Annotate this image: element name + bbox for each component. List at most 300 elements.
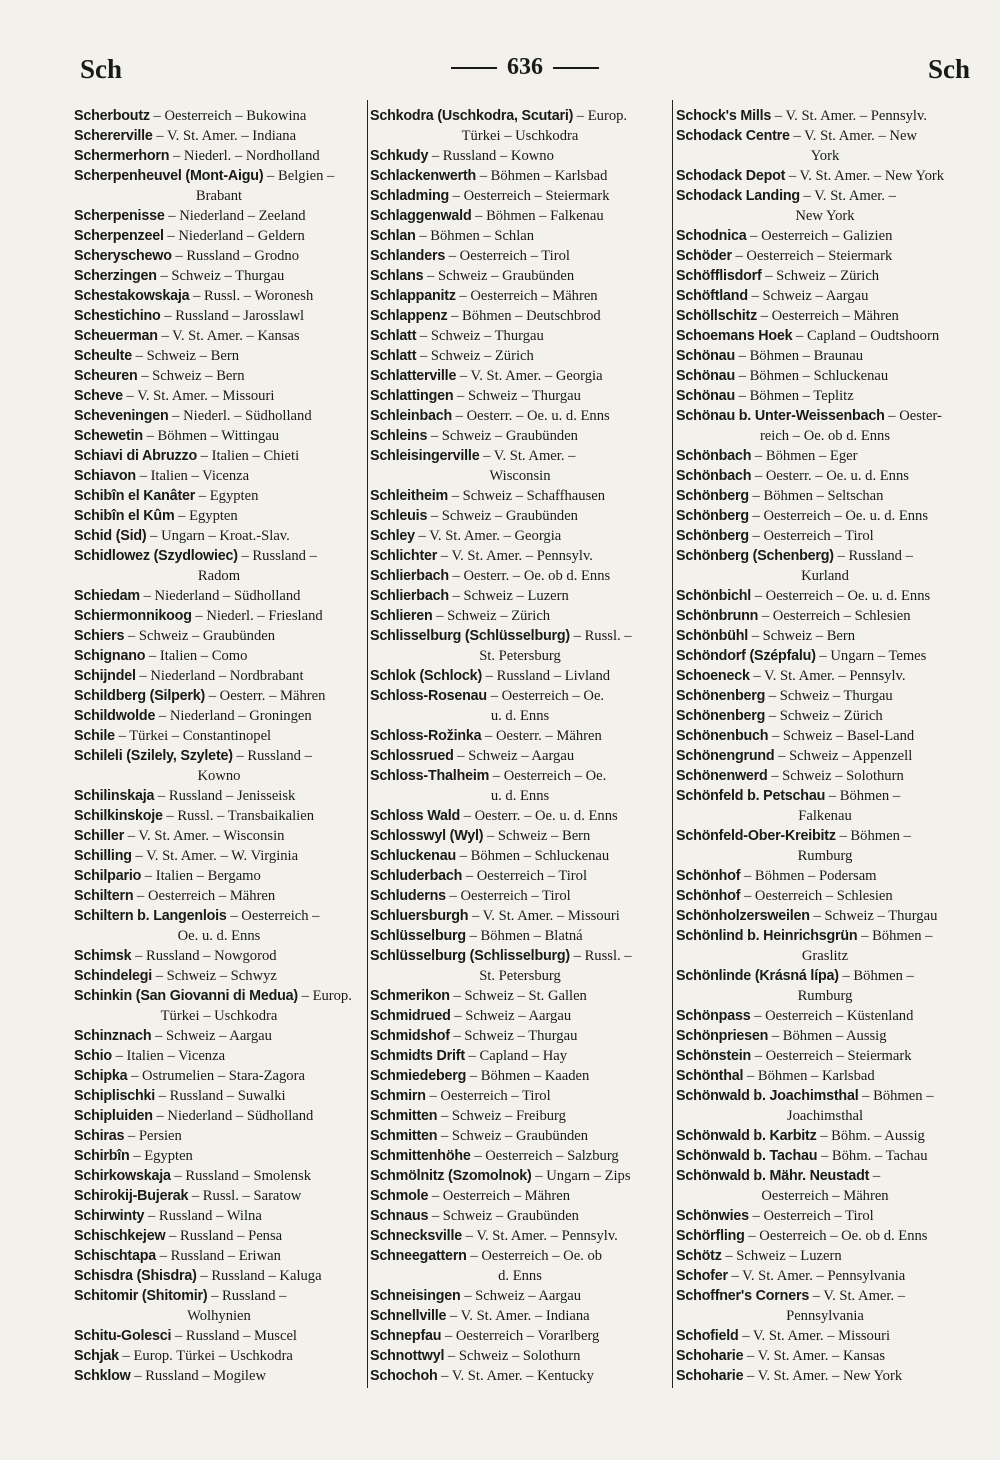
entry-location: – Oesterreich – Tirol xyxy=(425,1088,551,1104)
entry-place-name: Schildwolde xyxy=(74,708,156,724)
entry-location: – V. St. Amer. – New xyxy=(789,128,917,144)
entry-place-name: Schiltern b. Langenlois xyxy=(74,908,227,924)
entry-place-name: Schoffner's Corners xyxy=(676,1288,810,1304)
entry-place-name: Schile xyxy=(74,728,115,744)
entry-place-name: Schinznach xyxy=(74,1028,152,1044)
entry-location: – Schweiz – Basel-Land xyxy=(768,728,915,744)
entry-place-name: Schileli (Szilely, Szylete) xyxy=(74,748,233,764)
entry-location: – V. St. Amer. – W. Virginia xyxy=(131,848,299,864)
gazetteer-entry xyxy=(74,1026,364,1046)
entry-location: – Italien – Chieti xyxy=(196,448,300,464)
entry-place-name: Schoharie xyxy=(676,1368,744,1384)
gazetteer-entry xyxy=(370,446,670,486)
entry-place-name: Schönpass xyxy=(676,1008,751,1024)
entry-location: – Russland – xyxy=(833,548,913,564)
entry-location: – Böhmen – xyxy=(857,928,933,944)
gazetteer-entry xyxy=(370,426,670,446)
gazetteer-entry xyxy=(676,166,974,186)
entry-place-name: Schönbühl xyxy=(676,628,749,644)
entry-place-name: Schipka xyxy=(74,1068,128,1084)
gazetteer-entry xyxy=(676,286,974,306)
entry-place-name: Schijndel xyxy=(74,668,136,684)
entry-place-name: Schiedam xyxy=(74,588,140,604)
column-3 xyxy=(676,106,974,1386)
entry-location: – Schweiz – Bern xyxy=(132,348,239,364)
entry-place-name: Schlanders xyxy=(370,248,446,264)
entry-place-name: Schlüsselburg (Schlisselburg) xyxy=(370,948,570,964)
gazetteer-entry xyxy=(676,1066,974,1086)
entry-place-name: Schnellville xyxy=(370,1308,447,1324)
entry-place-name: Schönenbuch xyxy=(676,728,769,744)
entry-location: – Schweiz – St. Gallen xyxy=(449,988,587,1004)
entry-continuation: Wisconsin xyxy=(489,468,551,484)
entry-continuation: New York xyxy=(795,208,855,224)
entry-location: – Persien xyxy=(124,1128,182,1144)
entry-place-name: Schönenberg xyxy=(676,688,766,704)
gazetteer-entry xyxy=(676,1166,974,1206)
entry-location: – Oesterreich – Oe. u. d. Enns xyxy=(748,508,929,524)
entry-place-name: Schmidshof xyxy=(370,1028,450,1044)
entry-location: – Oesterreich – Schlesien xyxy=(740,888,893,904)
gazetteer-entry xyxy=(74,626,364,646)
entry-place-name: Schönbach xyxy=(676,448,752,464)
entry-location: – Oesterreich – Vorarlberg xyxy=(441,1328,600,1344)
gazetteer-entry xyxy=(370,606,670,626)
entry-place-name: Schlossrued xyxy=(370,748,454,764)
entry-continuation: Pennsylvania xyxy=(786,1308,864,1324)
entry-place-name: Schöftland xyxy=(676,288,748,304)
entry-location: – Oesterreich – Schlesien xyxy=(758,608,911,624)
gazetteer-entry xyxy=(676,1266,974,1286)
entry-location: – Schweiz – Solothurn xyxy=(444,1348,581,1364)
gazetteer-entry xyxy=(676,326,974,346)
entry-location: – Niederland – Zeeland xyxy=(164,208,306,224)
gazetteer-entry xyxy=(676,1086,974,1126)
entry-place-name: Schluderns xyxy=(370,888,446,904)
entry-place-name: Schilling xyxy=(74,848,132,864)
entry-place-name: Schlattingen xyxy=(370,388,454,404)
entry-place-name: Schmole xyxy=(370,1188,429,1204)
entry-place-name: Schleitheim xyxy=(370,488,449,504)
gazetteer-entry xyxy=(676,826,974,866)
entry-place-name: Schermerhorn xyxy=(74,148,170,164)
entry-location: – V. St. Amer. – Georgia xyxy=(456,368,603,384)
entry-location: – Böhmen – Seltschan xyxy=(748,488,884,504)
entry-location: – Oesterreich – Oe. ob xyxy=(466,1248,603,1264)
gazetteer-entry xyxy=(370,1046,670,1066)
entry-place-name: Scherzingen xyxy=(74,268,157,284)
entry-place-name: Schneisingen xyxy=(370,1288,461,1304)
gazetteer-entry xyxy=(74,106,364,126)
entry-place-name: Schirwinty xyxy=(74,1208,145,1224)
entry-place-name: Schmölnitz (Szomolnok) xyxy=(370,1168,532,1184)
entry-location: – Böhmen – Kaaden xyxy=(466,1068,590,1084)
entry-location: – V. St. Amer. – xyxy=(809,1288,906,1304)
gazetteer-entry xyxy=(74,466,364,486)
gazetteer-entry xyxy=(370,246,670,266)
entry-location: – V. St. Amer. – Kentucky xyxy=(437,1368,594,1384)
entry-place-name: Schönberg (Schenberg) xyxy=(676,548,834,564)
entry-place-name: Schmidrued xyxy=(370,1008,451,1024)
entry-location: – Oesterr. – Oe. ob d. Enns xyxy=(448,568,611,584)
entry-location: – Oesterreich – Oe. xyxy=(489,768,607,784)
entry-location: – Oesterreich – Tirol xyxy=(748,1208,874,1224)
gazetteer-entry xyxy=(370,306,670,326)
gazetteer-entry xyxy=(370,1006,670,1026)
gazetteer-entry xyxy=(74,246,364,266)
entry-location: – Schweiz – Appenzell xyxy=(774,748,913,764)
entry-location: – Schweiz – Zürich xyxy=(765,708,883,724)
gazetteer-entry xyxy=(676,746,974,766)
entry-place-name: Scherboutz xyxy=(74,108,150,124)
entry-place-name: Schilpario xyxy=(74,868,142,884)
entry-place-name: Schlüsselburg xyxy=(370,928,466,944)
entry-place-name: Schmittenhöhe xyxy=(370,1148,471,1164)
gazetteer-entry xyxy=(370,1306,670,1326)
entry-location: – Russland – Grodno xyxy=(171,248,300,264)
entry-place-name: Schlans xyxy=(370,268,424,284)
entry-place-name: Schmidts Drift xyxy=(370,1048,465,1064)
entry-place-name: Schlatt xyxy=(370,328,417,344)
entry-continuation: St. Petersburg xyxy=(479,968,561,984)
entry-location: – Oester- xyxy=(884,408,942,424)
gazetteer-entry xyxy=(676,926,974,966)
column-2 xyxy=(370,106,670,1386)
gazetteer-entry xyxy=(676,246,974,266)
gazetteer-entry xyxy=(676,446,974,466)
entry-location: – V. St. Amer. – Pennsylv. xyxy=(749,668,906,684)
entry-place-name: Schodack Centre xyxy=(676,128,790,144)
entry-location: – Böhmen – Deutschbrod xyxy=(447,308,601,324)
entry-place-name: Schöllschitz xyxy=(676,308,758,324)
gazetteer-entry xyxy=(74,1206,364,1226)
entry-location: – Schweiz – Schaffhausen xyxy=(448,488,606,504)
entry-location: – V. St. Amer. – xyxy=(479,448,576,464)
entry-continuation: Joachimsthal xyxy=(786,1108,864,1124)
gazetteer-entry xyxy=(676,466,974,486)
entry-place-name: Schluersburgh xyxy=(370,908,469,924)
entry-location: – Oesterreich – Oe. ob d. Enns xyxy=(744,1228,928,1244)
entry-location: – Schweiz – Graubünden xyxy=(428,1208,579,1224)
entry-location: – Niederland – Südholland xyxy=(139,588,301,604)
gazetteer-entry xyxy=(676,1246,974,1266)
gazetteer-entry xyxy=(370,406,670,426)
entry-location: – Russland – Kowno xyxy=(428,148,554,164)
gazetteer-entry xyxy=(676,1226,974,1246)
gazetteer-entry xyxy=(74,1246,364,1266)
gazetteer-entry xyxy=(676,306,974,326)
gazetteer-entry xyxy=(74,806,364,826)
gazetteer-entry xyxy=(74,906,364,946)
gazetteer-entry xyxy=(676,366,974,386)
entry-place-name: Schönlind b. Heinrichsgrün xyxy=(676,928,858,944)
entry-location: – Schweiz – Thurgau xyxy=(809,908,938,924)
entry-place-name: Schiers xyxy=(74,628,125,644)
gazetteer-entry xyxy=(370,746,670,766)
entry-place-name: Schöder xyxy=(676,248,732,264)
entry-location: – Niederland – Groningen xyxy=(155,708,312,724)
entry-location: – Russland – Mogilew xyxy=(130,1368,267,1384)
entry-place-name: Schönau xyxy=(676,368,735,384)
gazetteer-entry xyxy=(676,906,974,926)
entry-place-name: Schestichino xyxy=(74,308,161,324)
entry-place-name: Schönfeld b. Petschau xyxy=(676,788,826,804)
gazetteer-entry xyxy=(74,406,364,426)
entry-continuation: u. d. Enns xyxy=(490,708,550,724)
gazetteer-entry xyxy=(676,766,974,786)
entry-location: – Schweiz – Aargau xyxy=(747,288,869,304)
entry-location: – Italien – Bergamo xyxy=(141,868,261,884)
column-divider xyxy=(367,100,368,1388)
gazetteer-entry xyxy=(676,126,974,166)
gazetteer-entry xyxy=(370,226,670,246)
entry-location: – V. St. Amer. – Georgia xyxy=(414,528,562,544)
entry-place-name: Schibîn el Kûm xyxy=(74,508,175,524)
entry-location: – Böhmen – Eger xyxy=(751,448,858,464)
entry-place-name: Schindelegi xyxy=(74,968,153,984)
entry-place-name: Schleuis xyxy=(370,508,428,524)
entry-location: – Oesterreich – Steiermark xyxy=(751,1048,912,1064)
entry-location: – Böhmen – Karlsbad xyxy=(476,168,608,184)
entry-place-name: Schererville xyxy=(74,128,153,144)
gazetteer-entry xyxy=(74,366,364,386)
gazetteer-entry xyxy=(74,1226,364,1246)
entry-location: – Oesterreich – Mähren xyxy=(455,288,598,304)
entry-place-name: Schid (Sid) xyxy=(74,528,147,544)
entry-location: – Oesterr. – Oe. u. d. Enns xyxy=(460,808,618,824)
entry-location: – Türkei – Constantinopel xyxy=(114,728,272,744)
entry-location: – Schweiz – Graubünden xyxy=(437,1128,589,1144)
gazetteer-entry xyxy=(370,366,670,386)
entry-location: – Ungarn – Temes xyxy=(815,648,927,664)
entry-place-name: Schmitten xyxy=(370,1108,438,1124)
entry-place-name: Schilkinskoje xyxy=(74,808,163,824)
gazetteer-entry xyxy=(74,946,364,966)
entry-location: – Russland – Livland xyxy=(482,668,611,684)
gazetteer-entry xyxy=(370,886,670,906)
entry-location: – Capland – Hay xyxy=(464,1048,568,1064)
entry-place-name: Schluderbach xyxy=(370,868,463,884)
entry-continuation: Radom xyxy=(197,568,241,584)
entry-location: – Oesterreich – Salzburg xyxy=(470,1148,619,1164)
entry-location: – Niederland – Nordbrabant xyxy=(135,668,304,684)
gazetteer-entry xyxy=(676,1026,974,1046)
gazetteer-entry xyxy=(370,1206,670,1226)
entry-place-name: Schlaggenwald xyxy=(370,208,472,224)
entry-location: – Russland – Wilna xyxy=(144,1208,262,1224)
entry-place-name: Schloss Wald xyxy=(370,808,461,824)
gazetteer-entry xyxy=(676,346,974,366)
gazetteer-entry xyxy=(74,426,364,446)
gazetteer-entry xyxy=(74,266,364,286)
entry-location: – Böhmen – xyxy=(825,788,901,804)
entry-place-name: Schirokij-Bujerak xyxy=(74,1188,189,1204)
gazetteer-entry xyxy=(74,966,364,986)
running-head-right: Sch xyxy=(927,54,970,84)
entry-location: – Schweiz – Aargau xyxy=(460,1288,582,1304)
entry-location: – Belgien – xyxy=(263,168,335,184)
entry-location: – Schweiz – Zürich xyxy=(761,268,880,284)
entry-place-name: Schnaus xyxy=(370,1208,429,1224)
entry-location: – Oesterreich – Mähren xyxy=(133,888,276,904)
gazetteer-entry xyxy=(370,806,670,826)
entry-place-name: Scheryschewo xyxy=(74,248,172,264)
entry-continuation: Kowno xyxy=(197,768,241,784)
entry-location: – Oesterreich – Küstenland xyxy=(750,1008,914,1024)
gazetteer-entry xyxy=(74,1266,364,1286)
column-divider xyxy=(672,100,673,1388)
entry-location: – Oesterr. – Mähren xyxy=(481,728,602,744)
entry-location: – Schweiz – Bern xyxy=(137,368,245,384)
gazetteer-entry xyxy=(370,1346,670,1366)
entry-location: – Oesterreich – Galizien xyxy=(746,228,893,244)
gazetteer-entry xyxy=(676,1286,974,1326)
entry-place-name: Schönthal xyxy=(676,1068,744,1084)
gazetteer-entry xyxy=(74,1286,364,1326)
entry-location: – Oesterreich – Steiermark xyxy=(449,188,610,204)
gazetteer-entry xyxy=(370,1026,670,1046)
entry-location: – V. St. Amer. – Pennsylv. xyxy=(437,548,593,564)
entry-place-name: Schoemans Hoek xyxy=(676,328,793,344)
entry-place-name: Schönberg xyxy=(676,528,749,544)
entry-place-name: Schönberg xyxy=(676,488,749,504)
entry-place-name: Schönstein xyxy=(676,1048,752,1064)
gazetteer-entry xyxy=(676,1146,974,1166)
entry-location: – Böhmen – xyxy=(858,1088,934,1104)
gazetteer-entry xyxy=(370,986,670,1006)
entry-place-name: Schönbrunn xyxy=(676,608,759,624)
gazetteer-entry xyxy=(74,146,364,166)
entry-location: – Böhmen – Schlan xyxy=(415,228,535,244)
entry-place-name: Schönenwerd xyxy=(676,768,768,784)
entry-location: – Niederland – Geldern xyxy=(163,228,305,244)
entry-place-name: Schönau xyxy=(676,388,735,404)
entry-location: – Böhmen – xyxy=(838,968,914,984)
entry-location: – Schweiz – Graubünden xyxy=(427,508,578,524)
gazetteer-entry xyxy=(74,1046,364,1066)
gazetteer-entry xyxy=(370,386,670,406)
entry-location: – Schweiz – Thurgau xyxy=(416,328,544,344)
gazetteer-entry xyxy=(370,1246,670,1286)
gazetteer-entry xyxy=(676,686,974,706)
gazetteer-entry xyxy=(676,506,974,526)
entry-place-name: Schnottwyl xyxy=(370,1348,445,1364)
entry-location: – Schweiz – Freiburg xyxy=(437,1108,566,1124)
entry-place-name: Schestakowskaja xyxy=(74,288,190,304)
gazetteer-entry xyxy=(74,866,364,886)
gazetteer-entry xyxy=(74,1106,364,1126)
entry-location: – Italien – Como xyxy=(145,648,248,664)
entry-place-name: Schönberg xyxy=(676,508,749,524)
entry-location: – Böhmen – Teplitz xyxy=(734,388,854,404)
gazetteer-entry xyxy=(370,526,670,546)
entry-place-name: Schleinbach xyxy=(370,408,453,424)
gazetteer-entry xyxy=(370,846,670,866)
entry-place-name: Schklow xyxy=(74,1368,131,1384)
gazetteer-entry xyxy=(370,146,670,166)
gazetteer-entry xyxy=(370,206,670,226)
entry-location: – Russland – Muscel xyxy=(171,1328,297,1344)
gazetteer-entry xyxy=(74,706,364,726)
entry-location: – Russland – Eriwan xyxy=(156,1248,281,1264)
gazetteer-entry xyxy=(370,346,670,366)
gazetteer-entry xyxy=(74,1066,364,1086)
gazetteer-entry xyxy=(370,266,670,286)
entry-continuation: Türkei – Uschkodra xyxy=(160,1008,278,1024)
entry-place-name: Schlieren xyxy=(370,608,433,624)
gazetteer-entry xyxy=(370,1226,670,1246)
gazetteer-entry xyxy=(370,486,670,506)
entry-location: – Oesterreich – Steiermark xyxy=(731,248,893,264)
entry-location: – V. St. Amer. – Missouri xyxy=(468,908,620,924)
gazetteer-entry xyxy=(676,606,974,626)
entry-location: – Böhm. – Tachau xyxy=(817,1148,928,1164)
entry-place-name: Schörfling xyxy=(676,1228,745,1244)
entry-location: – Oesterreich – Tirol xyxy=(462,868,588,884)
entry-location: – Böhm. – Aussig xyxy=(816,1128,925,1144)
entry-place-name: Schlappenz xyxy=(370,308,448,324)
entry-place-name: Schlatterville xyxy=(370,368,457,384)
entry-place-name: Schkudy xyxy=(370,148,429,164)
entry-location: – Böhmen – Braunau xyxy=(734,348,864,364)
entry-location: – Schweiz – Graubünden xyxy=(427,428,578,444)
entry-location: – Niederl. – Südholland xyxy=(168,408,312,424)
gazetteer-entry xyxy=(676,266,974,286)
entry-location: – Schweiz – Bern xyxy=(748,628,856,644)
entry-place-name: Schodnica xyxy=(676,228,747,244)
entry-continuation: reich – Oe. ob d. Enns xyxy=(759,428,891,444)
entry-location: – Niederl. – Nordholland xyxy=(169,148,320,164)
entry-location: – Schweiz – Thurgau xyxy=(156,268,285,284)
gazetteer-entry xyxy=(74,886,364,906)
entry-place-name: Schofer xyxy=(676,1268,728,1284)
entry-place-name: Schönlinde (Krásná lípa) xyxy=(676,968,839,984)
entry-place-name: Schönenberg xyxy=(676,708,766,724)
header-rule-left xyxy=(451,67,497,69)
gazetteer-entry xyxy=(74,606,364,626)
gazetteer-entry xyxy=(676,1346,974,1366)
entry-place-name: Schlackenwerth xyxy=(370,168,477,184)
entry-continuation: Kurland xyxy=(801,568,849,584)
entry-continuation: Türkei – Uschkodra xyxy=(461,128,579,144)
entry-place-name: Schluckenau xyxy=(370,848,456,864)
entry-place-name: Schiplischki xyxy=(74,1088,156,1104)
entry-location: – Schweiz – Zürich xyxy=(416,348,534,364)
page-number: 636 xyxy=(507,54,543,80)
entry-location: – Oesterreich – Tirol xyxy=(445,888,571,904)
gazetteer-entry xyxy=(370,186,670,206)
entry-place-name: Schjak xyxy=(74,1348,119,1364)
entry-continuation: Brabant xyxy=(195,188,243,204)
entry-location: – Böhmen – Schluckenau xyxy=(456,848,610,864)
entry-location: – V. St. Amer. – Wisconsin xyxy=(124,828,285,844)
entry-place-name: Schönbichl xyxy=(676,588,752,604)
gazetteer-entry xyxy=(74,1366,364,1386)
entry-place-name: Schilinskaja xyxy=(74,788,155,804)
running-head-left: Sch xyxy=(80,54,123,84)
entry-location: – Böhmen – Schluckenau xyxy=(734,368,889,384)
entry-location: – V. St. Amer. – Missouri xyxy=(738,1328,891,1344)
gazetteer-entry xyxy=(676,226,974,246)
gazetteer-entry xyxy=(74,846,364,866)
gazetteer-entry xyxy=(370,726,670,746)
entry-place-name: Schönengrund xyxy=(676,748,775,764)
gazetteer-entry xyxy=(370,926,670,946)
gazetteer-entry xyxy=(370,1146,670,1166)
gazetteer-entry xyxy=(676,186,974,226)
entry-location: – Capland – Oudtshoorn xyxy=(792,328,940,344)
entry-place-name: Schleins xyxy=(370,428,428,444)
